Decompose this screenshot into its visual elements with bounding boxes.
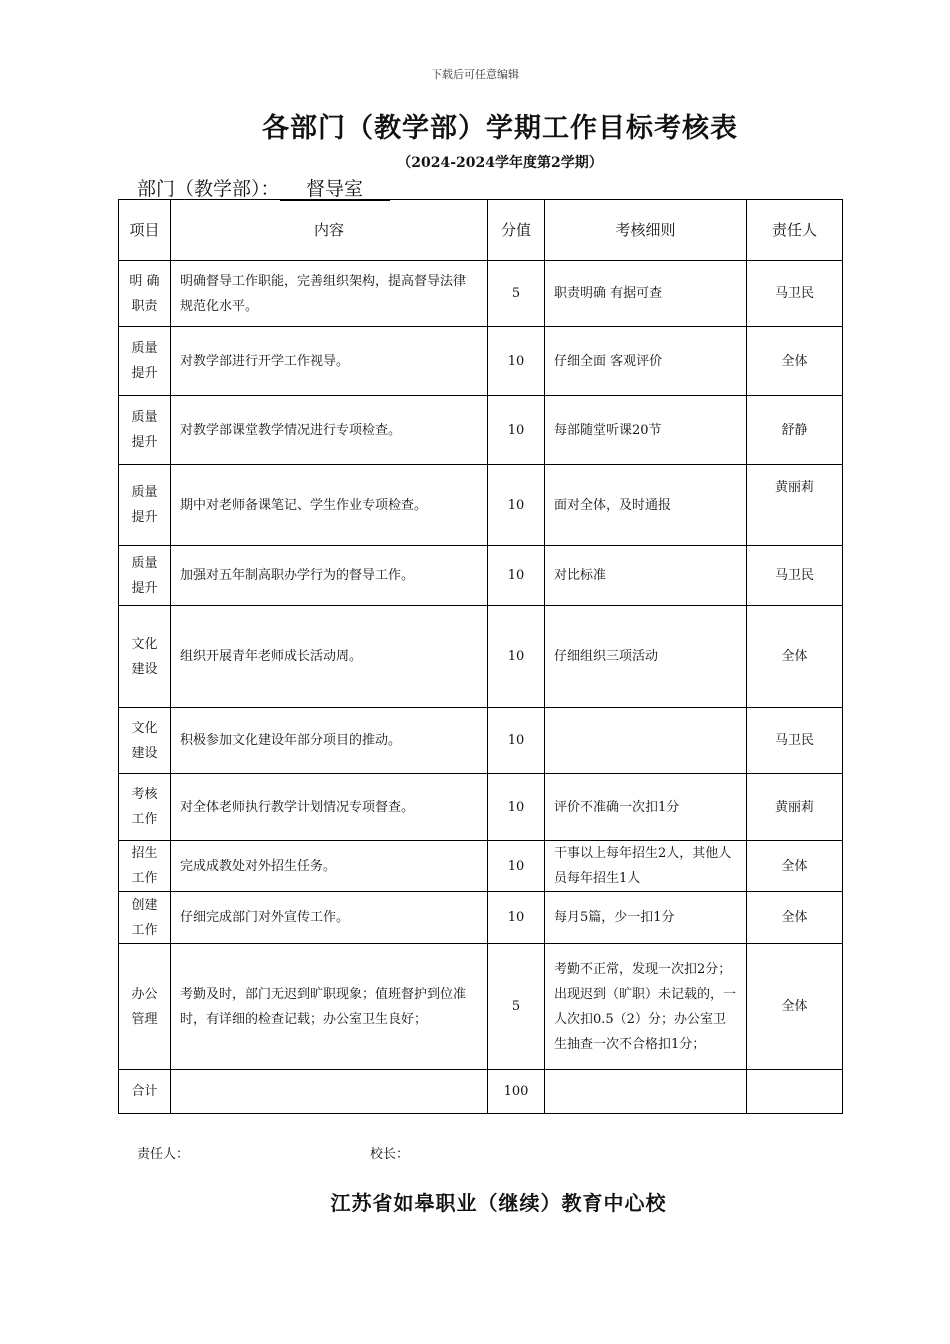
row-content: 积极参加文化建设年部分项目的推动。 — [171, 708, 488, 774]
row-content: 加强对五年制高职办学行为的督导工作。 — [171, 546, 488, 606]
row-score: 10 — [488, 708, 545, 774]
total-rule — [545, 1070, 747, 1114]
row-content: 组织开展青年老师成长活动周。 — [171, 606, 488, 708]
row-rule: 干事以上每年招生2人，其他人员每年招生1人 — [545, 841, 747, 892]
table-row — [119, 708, 843, 774]
download-note: 下载后可任意编辑 — [431, 68, 519, 81]
row-owner: 全体 — [747, 892, 843, 944]
total-owner — [747, 1070, 843, 1114]
row-rule: 每月5篇，少一扣1分 — [545, 892, 747, 944]
table-row — [119, 606, 843, 708]
table-row — [119, 944, 843, 1070]
row-owner: 全体 — [747, 606, 843, 708]
principal-signature-label: 校长： — [370, 1147, 410, 1162]
header-score: 分值 — [488, 200, 545, 261]
row-project: 考核工作 — [119, 774, 171, 841]
row-project: 明 确 职责 — [119, 261, 171, 327]
row-score: 10 — [488, 892, 545, 944]
row-score: 5 — [488, 944, 545, 1070]
table-row — [119, 892, 843, 944]
row-content: 对教学部进行开学工作视导。 — [171, 327, 488, 396]
header-content: 内容 — [171, 200, 488, 261]
row-content: 期中对老师备课笔记、学生作业专项检查。 — [171, 465, 488, 546]
department-label: 部门（教学部）： — [137, 178, 280, 200]
row-rule: 职责明确 有据可查 — [545, 261, 747, 327]
row-owner: 黄丽莉 — [747, 465, 843, 546]
row-content: 完成成教处对外招生任务。 — [171, 841, 488, 892]
row-score: 10 — [488, 327, 545, 396]
row-owner: 黄丽莉 — [747, 774, 843, 841]
row-rule: 每部随堂听课20节 — [545, 396, 747, 465]
row-owner: 全体 — [747, 841, 843, 892]
row-project: 文化建设 — [119, 708, 171, 774]
row-content: 对教学部课堂教学情况进行专项检查。 — [171, 396, 488, 465]
row-score: 10 — [488, 841, 545, 892]
row-project: 质量提升 — [119, 546, 171, 606]
row-project: 质量提升 — [119, 396, 171, 465]
row-owner: 马卫民 — [747, 261, 843, 327]
row-project: 创建工作 — [119, 892, 171, 944]
row-rule: 评价不准确一次扣1分 — [545, 774, 747, 841]
page-title: 各部门（教学部）学期工作目标考核表 — [262, 113, 738, 144]
row-score: 10 — [488, 396, 545, 465]
table-header-row — [119, 200, 843, 261]
row-project: 办公管理 — [119, 944, 171, 1070]
row-owner: 马卫民 — [747, 708, 843, 774]
row-owner: 全体 — [747, 327, 843, 396]
table-row — [119, 774, 843, 841]
total-content — [171, 1070, 488, 1114]
row-rule: 仔细全面 客观评价 — [545, 327, 747, 396]
row-rule: 考勤不正常，发现一次扣2分；出现迟到（旷职）未记载的，一人次扣0.5（2）分；办公室卫生抽查一次不合格扣1分； — [545, 944, 747, 1070]
assessment-table — [118, 199, 843, 1114]
row-score: 10 — [488, 606, 545, 708]
row-rule: 对比标准 — [545, 546, 747, 606]
row-project: 质量提升 — [119, 327, 171, 396]
row-owner: 全体 — [747, 944, 843, 1070]
total-score: 100 — [488, 1070, 545, 1114]
header-rule: 考核细则 — [545, 200, 747, 261]
owner-signature-label: 责任人： — [137, 1147, 190, 1162]
row-content: 明确督导工作职能，完善组织架构，提高督导法律规范化水平。 — [171, 261, 488, 327]
table-row — [119, 261, 843, 327]
row-project: 招生工作 — [119, 841, 171, 892]
department-line — [137, 174, 390, 201]
row-content: 仔细完成部门对外宣传工作。 — [171, 892, 488, 944]
table-row — [119, 546, 843, 606]
header-owner: 责任人 — [747, 200, 843, 261]
table-row — [119, 841, 843, 892]
row-owner: 舒静 — [747, 396, 843, 465]
row-content: 对全体老师执行教学计划情况专项督查。 — [171, 774, 488, 841]
total-label: 合计 — [119, 1070, 171, 1114]
table-row — [119, 327, 843, 396]
school-name: 江苏省如皋职业（继续）教育中心校 — [330, 1191, 667, 1215]
table-row — [119, 465, 843, 546]
row-score: 10 — [488, 546, 545, 606]
row-rule: 仔细组织三项活动 — [545, 606, 747, 708]
row-rule: 面对全体，及时通报 — [545, 465, 747, 546]
header-project: 项目 — [119, 200, 171, 261]
semester-subtitle: （2024-2024学年度第2学期） — [397, 155, 603, 171]
row-owner: 马卫民 — [747, 546, 843, 606]
table-row — [119, 396, 843, 465]
department-value: 督导室 — [280, 178, 390, 201]
table-total-row — [119, 1070, 843, 1114]
row-project: 质量提升 — [119, 465, 171, 546]
row-rule — [545, 708, 747, 774]
row-score: 10 — [488, 465, 545, 546]
row-content: 考勤及时，部门无迟到旷职现象；值班督护到位准时，有详细的检查记载；办公室卫生良好； — [171, 944, 488, 1070]
row-score: 10 — [488, 774, 545, 841]
row-score: 5 — [488, 261, 545, 327]
row-project: 文化建设 — [119, 606, 171, 708]
